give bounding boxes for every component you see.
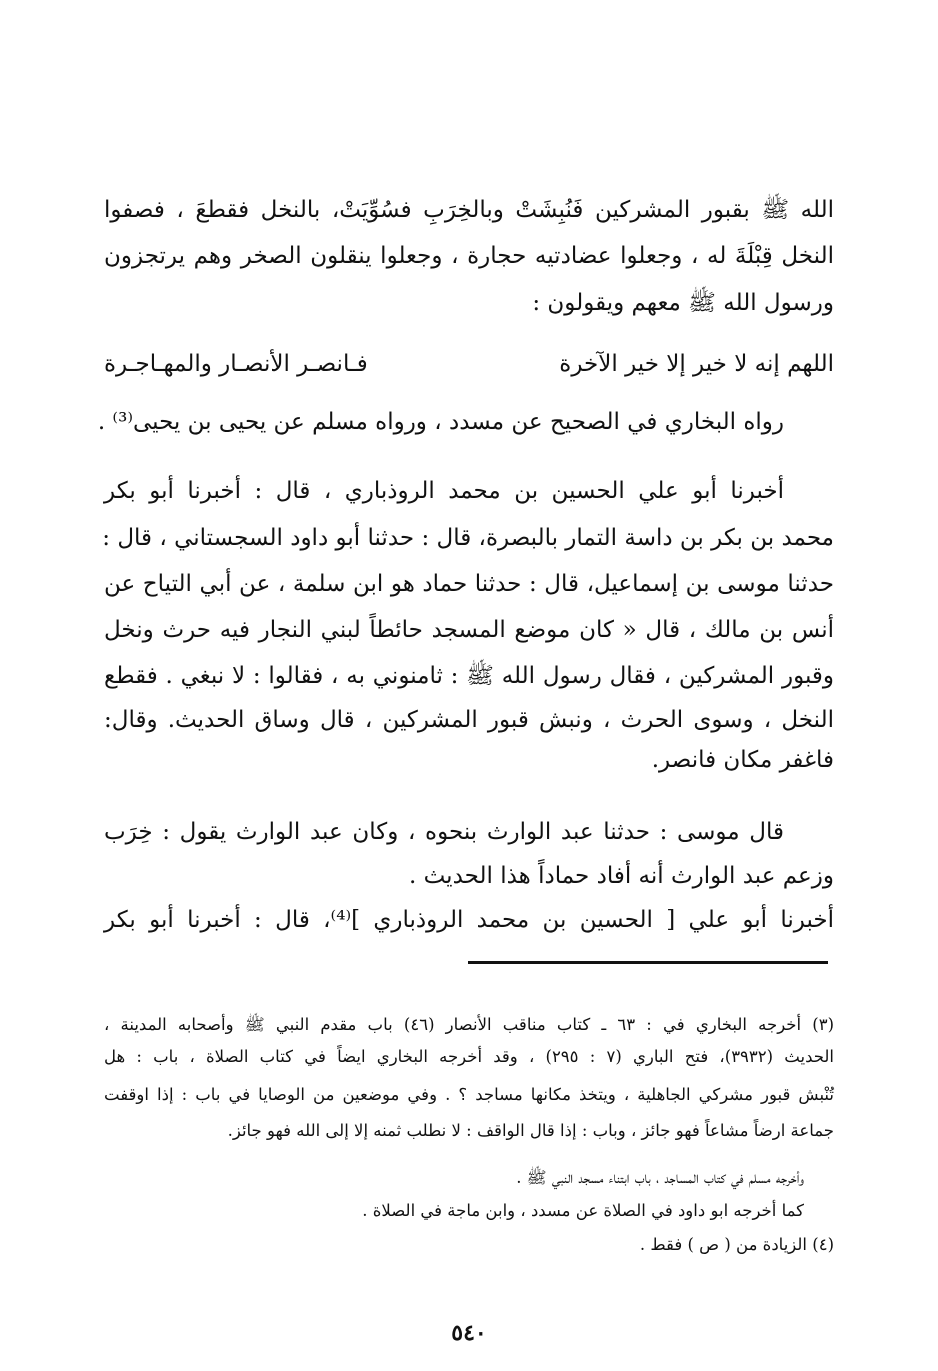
page-number: ٥٤٠	[451, 1320, 487, 1346]
para2-line-7: فاغفر مكان فانصر.	[651, 747, 834, 773]
attribution-line: رواه البخاري في الصحيح عن مسدد ، ورواه مسلم عن يحيى بن يحيى⁽³⁾ .	[97, 409, 784, 435]
footnote-3-muslim: وأخرجه مسلم في كتاب المساجد ، باب ابتناء مسجد النبي ﷺ .	[516, 1168, 804, 1187]
footnote-4: (٤) الزيادة من ( ص ) فقط .	[639, 1235, 834, 1254]
para2-line-1: أخبرنا أبو علي الحسين بن محمد الروذباري ، قال : أخبرنا أبو بكر	[104, 478, 784, 504]
para2-line-3: حدثنا موسى بن إسماعيل، قال : حدثنا حماد هو ابن سلمة ، عن أبي التياح عن	[104, 571, 834, 597]
para2-line-4: أنس بن مالك ، قال « كان موضع المسجد حائطاً لبني النجار فيه حرث ونخل	[104, 617, 834, 643]
para4-line-1: أخبرنا أبو علي [ الحسين بن محمد الروذباري ]⁽⁴⁾، قال : أخبرنا أبو بكر	[104, 907, 834, 933]
para1-line-1: الله ﷺ بقبور المشركين فَنُبِشَتْ وبالخِرَبِ فسُوِّيَتْ، بالنخل فقطعَ ، فصفوا	[104, 197, 834, 223]
para1-line-2: النخل قِبْلَةَ له ، وجعلوا عضادتيه حجارة ، وجعلوا ينقلون الصخر وهم يرتجزون	[104, 243, 834, 269]
para2-line-5: وقبور المشركين ، فقال رسول الله ﷺ : ثامنوني به ، فقالوا : لا نبغي . فقطع	[104, 663, 834, 689]
para1-line-3: ورسول الله ﷺ معهم ويقولون :	[532, 290, 834, 316]
footnote-3-line-4: جماعة ارضاً مشاعاً فهو جائز ، وباب : إذا قال الواقف : لا نطلب ثمنه إلا إلى الله فهو جائز.	[227, 1121, 834, 1140]
footnote-3-line-3: تُنْبش قبور مشركي الجاهلية ، ويتخذ مكانها مساجد ؟ . وفي موضعين من الوصايا في باب : إذا اوقفت	[104, 1085, 834, 1104]
footnote-3-line-2: الحديث (٣٩٣٢)، فتح الباري (٧ : ٢٩٥) ، وقد أخرجه البخاري ايضاً في كتاب الصلاة ، باب : هل	[104, 1047, 834, 1066]
footnote-separator	[468, 961, 828, 964]
poem-verse	[104, 344, 834, 384]
para3-line-2: وزعم عبد الوارث أنه أفاد حماداً هذا الحديث .	[408, 863, 834, 889]
footnote-3-line-1: (٣) أخرجه البخاري في : ٦٣ ـ كتاب مناقب الأنصار (٤٦) باب مقدم النبي ﷺ وأصحابه المدينة ،	[104, 1015, 835, 1034]
poem-hemistich-2: فـانصـر الأنصـار والمهـاجـرة	[104, 351, 368, 377]
para2-line-6: النخل ، وسوى الحرث ، ونبش قبور المشركين ، قال وساق الحديث. وقال:	[104, 707, 834, 733]
footnote-3-others: كما أخرجه ابو داود في الصلاة عن مسدد ، وابن ماجة في الصلاة .	[362, 1201, 804, 1220]
poem-hemistich-1: اللهم إنه لا خير إلا خير الآخرة	[559, 351, 834, 377]
para2-line-2: محمد بن بكر بن داسة التمار بالبصرة، قال : حدثنا أبو داود السجستاني ، قال :	[102, 525, 834, 551]
para3-line-1: قال موسى : حدثنا عبد الوارث بنحوه ، وكان عبد الوارث يقول : خِرَب	[104, 819, 784, 845]
